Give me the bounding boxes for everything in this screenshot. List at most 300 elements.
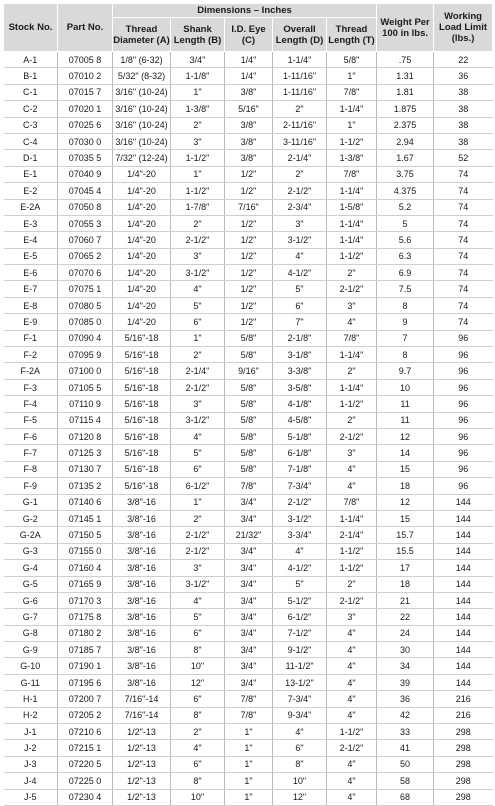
overall-length-cell: 6" [273,297,327,313]
thread-length-cell: 1-1/4" [327,215,377,231]
table-row [4,248,493,264]
id-eye-cell: 3/4" [225,543,273,559]
thread-length-cell: 5/8" [327,52,377,68]
stock-no-cell: J-2 [4,740,58,756]
id-eye-cell: 1/2" [225,215,273,231]
part-no-cell: 07215 1 [58,740,113,756]
load-limit-cell: 74 [434,199,493,215]
shank-length-cell: 2" [171,215,225,231]
shank-length-cell: 6" [171,625,225,641]
weight-cell: 36 [377,691,434,707]
thread-diameter-cell: 3/8"-16 [113,609,171,625]
weight-cell: 15.5 [377,543,434,559]
shank-length-cell: 2-1/2" [171,543,225,559]
table-row [4,347,493,363]
thread-length-cell: 1-1/4" [327,232,377,248]
overall-length-cell: 3-1/2" [273,232,327,248]
specs-table-container [3,3,492,806]
table-row [4,789,493,805]
load-limit-cell: 74 [434,248,493,264]
id-eye-cell: 5/16" [225,101,273,117]
id-eye-cell: 1/4" [225,68,273,84]
header-thread-length: Thread Length (T) [327,18,377,52]
shank-length-cell: 8" [171,773,225,789]
thread-diameter-cell: 1/2"-13 [113,756,171,772]
load-limit-cell: 144 [434,527,493,543]
id-eye-cell: 3/4" [225,658,273,674]
id-eye-cell: 1/2" [225,166,273,182]
overall-length-cell: 3-3/4" [273,527,327,543]
header-part-no: Part No. [58,4,113,52]
stock-no-cell: E-2 [4,183,58,199]
part-no-cell: 07080 5 [58,297,113,313]
id-eye-cell: 1/2" [225,297,273,313]
thread-diameter-cell: 5/16"-18 [113,461,171,477]
overall-length-cell: 4-1/2" [273,265,327,281]
id-eye-cell: 1/2" [225,248,273,264]
weight-cell: 42 [377,707,434,723]
part-no-cell: 07065 2 [58,248,113,264]
part-no-cell: 07105 5 [58,379,113,395]
weight-cell: 2.375 [377,117,434,133]
table-row [4,707,493,723]
thread-diameter-cell: 1/4"-20 [113,199,171,215]
part-no-cell: 07145 1 [58,510,113,526]
thread-length-cell: 4" [327,691,377,707]
table-row [4,428,493,444]
thread-length-cell: 1-1/4" [327,101,377,117]
weight-cell: 12 [377,428,434,444]
stock-no-cell: F-8 [4,461,58,477]
shank-length-cell: 1" [171,84,225,100]
thread-length-cell: 2" [327,265,377,281]
thread-length-cell: 4" [327,674,377,690]
load-limit-cell: 74 [434,232,493,248]
shank-length-cell: 4" [171,740,225,756]
id-eye-cell: 7/8" [225,691,273,707]
header-load-limit: Working Load Limit (lbs.) [434,4,493,52]
thread-diameter-cell: 3/8"-16 [113,494,171,510]
thread-diameter-cell: 3/16" (10-24) [113,133,171,149]
overall-length-cell: 1-1/4" [273,52,327,68]
thread-diameter-cell: 3/8"-16 [113,674,171,690]
thread-length-cell: 1-1/4" [327,183,377,199]
thread-diameter-cell: 1/4"-20 [113,265,171,281]
thread-diameter-cell: 3/8"-16 [113,560,171,576]
id-eye-cell: 1/2" [225,314,273,330]
weight-cell: 6.3 [377,248,434,264]
id-eye-cell: 5/8" [225,461,273,477]
part-no-cell: 07120 8 [58,428,113,444]
load-limit-cell: 36 [434,68,493,84]
load-limit-cell: 216 [434,691,493,707]
load-limit-cell: 144 [434,592,493,608]
load-limit-cell: 144 [434,560,493,576]
id-eye-cell: 3/8" [225,84,273,100]
stock-no-cell: C-2 [4,101,58,117]
shank-length-cell: 5" [171,445,225,461]
thread-length-cell: 7/8" [327,166,377,182]
part-no-cell: 07015 7 [58,84,113,100]
table-row [4,674,493,690]
shank-length-cell: 1-1/8" [171,68,225,84]
stock-no-cell: E-9 [4,314,58,330]
weight-cell: 15 [377,461,434,477]
stock-no-cell: G-3 [4,543,58,559]
thread-diameter-cell: 5/16"-18 [113,445,171,461]
shank-length-cell: 4" [171,592,225,608]
table-row [4,412,493,428]
thread-diameter-cell: 1/8" (6-32) [113,52,171,68]
part-no-cell: 07085 0 [58,314,113,330]
shank-length-cell: 5" [171,297,225,313]
overall-length-cell: 12" [273,789,327,805]
part-no-cell: 07130 7 [58,461,113,477]
id-eye-cell: 1" [225,724,273,740]
part-no-cell: 07050 8 [58,199,113,215]
table-row [4,133,493,149]
overall-length-cell: 2" [273,101,327,117]
weight-cell: 15.7 [377,527,434,543]
load-limit-cell: 144 [434,674,493,690]
weight-cell: 11 [377,396,434,412]
part-no-cell: 07200 7 [58,691,113,707]
thread-diameter-cell: 5/32" (8-32) [113,68,171,84]
id-eye-cell: 5/8" [225,428,273,444]
id-eye-cell: 1/2" [225,265,273,281]
stock-no-cell: G-7 [4,609,58,625]
thread-diameter-cell: 3/8"-16 [113,658,171,674]
load-limit-cell: 96 [434,347,493,363]
part-no-cell: 07030 0 [58,133,113,149]
table-row [4,592,493,608]
table-row [4,576,493,592]
weight-cell: 11 [377,412,434,428]
part-no-cell: 07055 3 [58,215,113,231]
thread-diameter-cell: 1/2"-13 [113,724,171,740]
thread-diameter-cell: 1/4"-20 [113,215,171,231]
thread-diameter-cell: 3/16" (10-24) [113,101,171,117]
part-no-cell: 07020 1 [58,101,113,117]
table-row [4,773,493,789]
shank-length-cell: 2" [171,117,225,133]
shank-length-cell: 8" [171,642,225,658]
thread-length-cell: 7/8" [327,330,377,346]
part-no-cell: 07225 0 [58,773,113,789]
thread-length-cell: 2" [327,363,377,379]
overall-length-cell: 2-1/2" [273,183,327,199]
thread-diameter-cell: 7/16"-14 [113,707,171,723]
weight-cell: 21 [377,592,434,608]
stock-no-cell: C-4 [4,133,58,149]
stock-no-cell: A-1 [4,52,58,68]
thread-diameter-cell: 5/16"-18 [113,412,171,428]
load-limit-cell: 144 [434,625,493,641]
load-limit-cell: 96 [434,461,493,477]
table-row [4,478,493,494]
thread-diameter-cell: 3/16" (10-24) [113,84,171,100]
overall-length-cell: 3-1/2" [273,510,327,526]
id-eye-cell: 3/8" [225,150,273,166]
stock-no-cell: B-1 [4,68,58,84]
overall-length-cell: 11-1/2" [273,658,327,674]
overall-length-cell: 3" [273,215,327,231]
thread-diameter-cell: 3/8"-16 [113,510,171,526]
overall-length-cell: 3-11/16" [273,133,327,149]
stock-no-cell: G-2 [4,510,58,526]
part-no-cell: 07170 3 [58,592,113,608]
overall-length-cell: 7-1/2" [273,625,327,641]
id-eye-cell: 5/8" [225,379,273,395]
stock-no-cell: G-5 [4,576,58,592]
weight-cell: 1.67 [377,150,434,166]
weight-cell: 7.5 [377,281,434,297]
weight-cell: 50 [377,756,434,772]
load-limit-cell: 96 [434,412,493,428]
stock-no-cell: F-3 [4,379,58,395]
thread-length-cell: 4" [327,756,377,772]
overall-length-cell: 5" [273,281,327,297]
thread-length-cell: 2-1/4" [327,527,377,543]
stock-no-cell: F-4 [4,396,58,412]
part-no-cell: 07135 2 [58,478,113,494]
thread-diameter-cell: 3/8"-16 [113,543,171,559]
shank-length-cell: 3-1/2" [171,576,225,592]
shank-length-cell: 2" [171,510,225,526]
thread-diameter-cell: 3/8"-16 [113,642,171,658]
stock-no-cell: G-1 [4,494,58,510]
weight-cell: 41 [377,740,434,756]
overall-length-cell: 7-1/8" [273,461,327,477]
weight-cell: 1.875 [377,101,434,117]
stock-no-cell: G-8 [4,625,58,641]
stock-no-cell: F-2 [4,347,58,363]
shank-length-cell: 2" [171,347,225,363]
thread-length-cell: 1" [327,117,377,133]
header-shank-length: Shank Length (B) [171,18,225,52]
part-no-cell: 07110 9 [58,396,113,412]
weight-cell: 3.75 [377,166,434,182]
thread-diameter-cell: 7/32" (12-24) [113,150,171,166]
stock-no-cell: F-6 [4,428,58,444]
table-body [4,52,493,806]
thread-diameter-cell: 1/4"-20 [113,183,171,199]
thread-length-cell: 1-1/2" [327,248,377,264]
load-limit-cell: 74 [434,265,493,281]
table-row [4,494,493,510]
thread-diameter-cell: 1/4"-20 [113,232,171,248]
part-no-cell: 07125 3 [58,445,113,461]
table-row [4,183,493,199]
weight-cell: 2.94 [377,133,434,149]
thread-length-cell: 3" [327,609,377,625]
thread-diameter-cell: 5/16"-18 [113,379,171,395]
load-limit-cell: 96 [434,379,493,395]
overall-length-cell: 2-1/8" [273,330,327,346]
table-row [4,84,493,100]
weight-cell: 6.9 [377,265,434,281]
shank-length-cell: 6" [171,461,225,477]
thread-length-cell: 7/8" [327,84,377,100]
header-overall-length: Overall Length (D) [273,18,327,52]
shank-length-cell: 3" [171,248,225,264]
table-row [4,363,493,379]
stock-no-cell: C-1 [4,84,58,100]
load-limit-cell: 74 [434,183,493,199]
weight-cell: 30 [377,642,434,658]
table-row [4,445,493,461]
load-limit-cell: 298 [434,756,493,772]
part-no-cell: 07195 6 [58,674,113,690]
stock-no-cell: F-1 [4,330,58,346]
thread-diameter-cell: 3/8"-16 [113,576,171,592]
table-row [4,691,493,707]
thread-diameter-cell: 5/16"-18 [113,478,171,494]
id-eye-cell: 3/4" [225,642,273,658]
id-eye-cell: 1" [225,756,273,772]
thread-diameter-cell: 5/16"-18 [113,330,171,346]
load-limit-cell: 144 [434,494,493,510]
stock-no-cell: E-7 [4,281,58,297]
thread-diameter-cell: 1/4"-20 [113,281,171,297]
overall-length-cell: 5-1/2" [273,592,327,608]
load-limit-cell: 96 [434,330,493,346]
id-eye-cell: 5/8" [225,396,273,412]
overall-length-cell: 2-1/4" [273,150,327,166]
stock-no-cell: J-1 [4,724,58,740]
id-eye-cell: 1/2" [225,183,273,199]
part-no-cell: 07175 8 [58,609,113,625]
shank-length-cell: 2" [171,724,225,740]
table-row [4,543,493,559]
table-row [4,740,493,756]
overall-length-cell: 4" [273,248,327,264]
overall-length-cell: 6-1/8" [273,445,327,461]
overall-length-cell: 1-11/16" [273,68,327,84]
overall-length-cell: 9-1/2" [273,642,327,658]
shank-length-cell: 3" [171,396,225,412]
overall-length-cell: 4" [273,543,327,559]
load-limit-cell: 298 [434,740,493,756]
load-limit-cell: 52 [434,150,493,166]
thread-length-cell: 1-1/2" [327,543,377,559]
thread-diameter-cell: 1/4"-20 [113,166,171,182]
id-eye-cell: 5/8" [225,347,273,363]
shank-length-cell: 3-1/2" [171,265,225,281]
header-stock-no: Stock No. [4,4,58,52]
shank-length-cell: 5" [171,609,225,625]
shank-length-cell: 3-1/2" [171,412,225,428]
shank-length-cell: 12" [171,674,225,690]
id-eye-cell: 7/8" [225,707,273,723]
thread-length-cell: 1-1/2" [327,396,377,412]
thread-length-cell: 4" [327,642,377,658]
stock-no-cell: E-8 [4,297,58,313]
thread-diameter-cell: 1/2"-13 [113,789,171,805]
thread-length-cell: 2-1/2" [327,281,377,297]
weight-cell: 15 [377,510,434,526]
stock-no-cell: E-2A [4,199,58,215]
part-no-cell: 07045 4 [58,183,113,199]
header-weight: Weight Per 100 in lbs. [377,4,434,52]
stock-no-cell: J-5 [4,789,58,805]
load-limit-cell: 144 [434,510,493,526]
thread-length-cell: 1-1/2" [327,133,377,149]
shank-length-cell: 1-3/8" [171,101,225,117]
id-eye-cell: 1" [225,789,273,805]
shank-length-cell: 2-1/4" [171,363,225,379]
stock-no-cell: E-6 [4,265,58,281]
part-no-cell: 07150 5 [58,527,113,543]
overall-length-cell: 2-11/16" [273,117,327,133]
overall-length-cell: 10" [273,773,327,789]
overall-length-cell: 2-1/2" [273,494,327,510]
part-no-cell: 07010 2 [58,68,113,84]
shank-length-cell: 4" [171,281,225,297]
thread-diameter-cell: 1/4"-20 [113,248,171,264]
load-limit-cell: 144 [434,609,493,625]
part-no-cell: 07220 5 [58,756,113,772]
eye-bolt-specs-table [3,3,493,806]
weight-cell: 14 [377,445,434,461]
load-limit-cell: 96 [434,363,493,379]
load-limit-cell: 144 [434,642,493,658]
load-limit-cell: 38 [434,84,493,100]
table-row [4,609,493,625]
part-no-cell: 07140 6 [58,494,113,510]
load-limit-cell: 38 [434,117,493,133]
overall-length-cell: 4" [273,724,327,740]
load-limit-cell: 74 [434,166,493,182]
table-row [4,52,493,68]
overall-length-cell: 4-1/2" [273,560,327,576]
thread-length-cell: 2" [327,576,377,592]
weight-cell: 18 [377,478,434,494]
table-header [4,4,493,52]
shank-length-cell: 8" [171,707,225,723]
thread-length-cell: 3" [327,445,377,461]
table-row [4,658,493,674]
weight-cell: 39 [377,674,434,690]
thread-length-cell: 1-1/4" [327,379,377,395]
stock-no-cell: F-9 [4,478,58,494]
part-no-cell: 07090 4 [58,330,113,346]
id-eye-cell: 1/2" [225,281,273,297]
stock-no-cell: E-5 [4,248,58,264]
part-no-cell: 07115 4 [58,412,113,428]
load-limit-cell: 22 [434,52,493,68]
stock-no-cell: H-1 [4,691,58,707]
overall-length-cell: 9-3/4" [273,707,327,723]
table-row [4,215,493,231]
table-row [4,166,493,182]
part-no-cell: 07070 6 [58,265,113,281]
load-limit-cell: 144 [434,543,493,559]
thread-length-cell: 1-5/8" [327,199,377,215]
overall-length-cell: 1-11/16" [273,84,327,100]
id-eye-cell: 1/4" [225,52,273,68]
shank-length-cell: 6" [171,314,225,330]
thread-diameter-cell: 3/8"-16 [113,625,171,641]
part-no-cell: 07165 9 [58,576,113,592]
table-row [4,724,493,740]
shank-length-cell: 2-1/2" [171,527,225,543]
table-row [4,314,493,330]
load-limit-cell: 38 [434,133,493,149]
thread-length-cell: 3" [327,297,377,313]
thread-length-cell: 2-1/2" [327,740,377,756]
id-eye-cell: 3/4" [225,592,273,608]
